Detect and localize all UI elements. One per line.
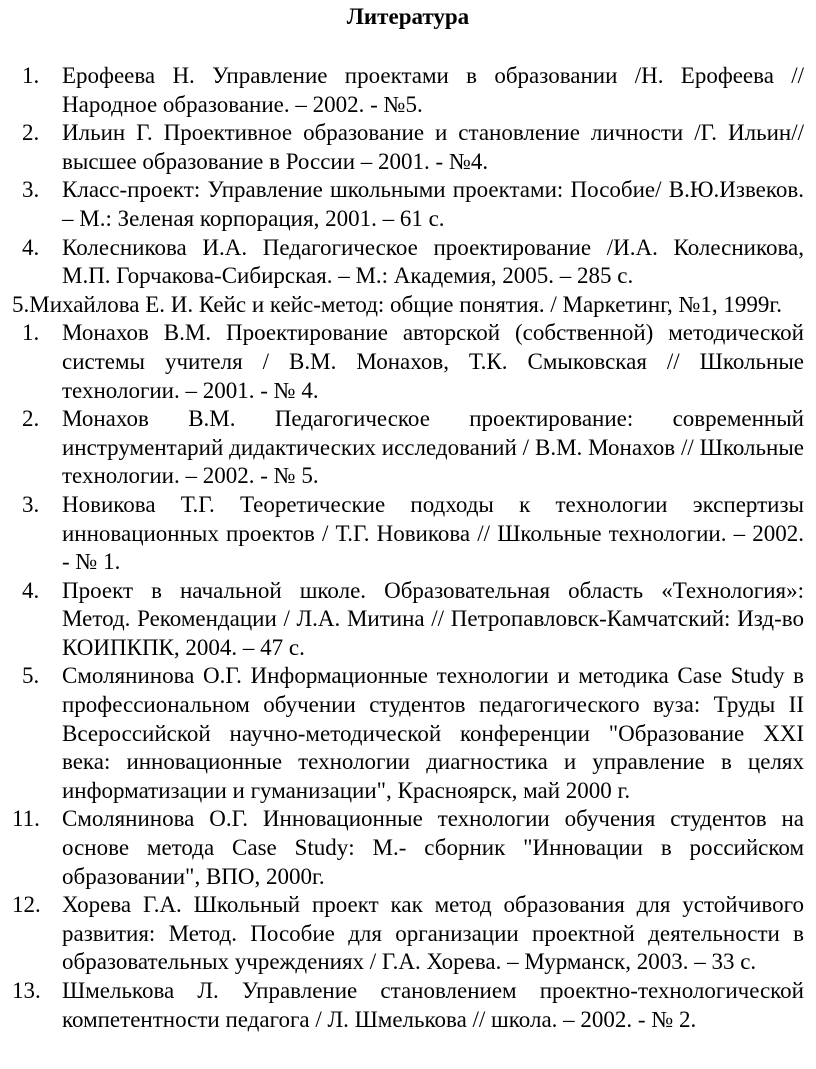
- reference-number: 3.: [22, 491, 40, 517]
- reference-item: [12, 119, 804, 176]
- reference-item: [12, 977, 804, 1034]
- reference-number: 5.: [12, 291, 30, 317]
- reference-number: 2.: [22, 120, 40, 146]
- reference-text: Класс-проект: Управление школьными проектами: Пособие/ В.Ю.Извеков. – М.: Зеленая корпорация, 2001. – 61 с.: [62, 177, 804, 231]
- reference-list: [12, 62, 804, 1034]
- reference-text: Хорева Г.А. Школьный проект как метод образования для устойчивого развития: Метод. Пособие для организации проектной деятельности в образовательных учреждениях / Г.А. Хорева. – Мурманск, 2003. – 33 с.: [62, 892, 804, 975]
- reference-number: 1.: [22, 320, 40, 346]
- reference-item: [12, 891, 804, 977]
- reference-item: [12, 662, 804, 805]
- reference-item: [12, 176, 804, 233]
- reference-number: 11.: [12, 806, 40, 832]
- reference-text: Шмелькова Л. Управление становлением проектно-технологической компетентности педагога / Л. Шмелькова // школа. – 2002. - № 2.: [62, 978, 804, 1032]
- reference-item: [12, 234, 804, 291]
- reference-item: [12, 491, 804, 577]
- reference-text: Проект в начальной школе. Образовательная область «Технология»: Метод. Рекомендации / Л.А. Митина // Петропавловск-Камчатский: Изд-во КОИПКПК, 2004. – 47 с.: [62, 577, 804, 660]
- reference-item: [12, 62, 804, 119]
- reference-text: Ерофеева Н. Управление проектами в образовании /Н. Ерофеева // Народное образование. – 2002. - №5.: [62, 63, 804, 117]
- reference-item: [12, 805, 804, 891]
- reference-text: Монахов В.М. Проектирование авторской (собственной) методической системы учителя / В.М. Монахов, Т.К. Смыковская // Школьные технологии. – 2001. - № 4.: [62, 320, 804, 403]
- page-title: Литература: [346, 4, 470, 29]
- reference-item: [12, 577, 804, 663]
- reference-text: Новикова Т.Г. Теоретические подходы к технологии экспертизы инновационных проектов / Т.Г. Новикова // Школьные технологии. – 2002. - № 1.: [62, 491, 804, 575]
- reference-text: Монахов В.М. Педагогическое проектирование: современный инструментарий дидактических исследований / В.М. Монахов // Школьные технологии. – 2002. - № 5.: [62, 406, 804, 489]
- reference-text: Смолянинова О.Г. Инновационные технологии обучения студентов на основе метода Case Study: М.- сборник "Инновации в российском образовании", ВПО, 2000г.: [62, 806, 804, 889]
- reference-number: 13.: [12, 978, 41, 1003]
- reference-text: Смолянинова О.Г. Информационные технологии и методика Case Study в профессиональном обучении студентов педагогического вуза: Труды II Всероссийской научно-методической конференции "Образование XXI века: инновационные технологии диагностика и управление в целях информатизации и гуманизации", Красноярск, май 2000 г.: [62, 663, 804, 803]
- reference-text: Михайлова Е. И. Кейс и кейс-метод: общие понятия. / Маркетинг, №1, 1999г.: [29, 291, 783, 317]
- reference-item: [12, 319, 804, 405]
- reference-text: Колесникова И.А. Педагогическое проектирование /И.А. Колесникова, М.П. Горчакова-Сибирская. – М.: Академия, 2005. – 285 с.: [62, 234, 804, 289]
- reference-item: [12, 291, 804, 320]
- reference-number: 1.: [22, 63, 40, 88]
- reference-item: [12, 405, 804, 491]
- reference-number: 12.: [12, 892, 41, 918]
- reference-number: 4.: [22, 234, 40, 260]
- reference-number: 5.: [22, 663, 40, 689]
- reference-number: 3.: [22, 177, 40, 203]
- reference-number: 2.: [22, 406, 40, 432]
- reference-text: Ильин Г. Проективное образование и становление личности /Г. Ильин// высшее образование в России – 2001. - №4.: [62, 120, 804, 174]
- reference-number: 4.: [22, 577, 40, 603]
